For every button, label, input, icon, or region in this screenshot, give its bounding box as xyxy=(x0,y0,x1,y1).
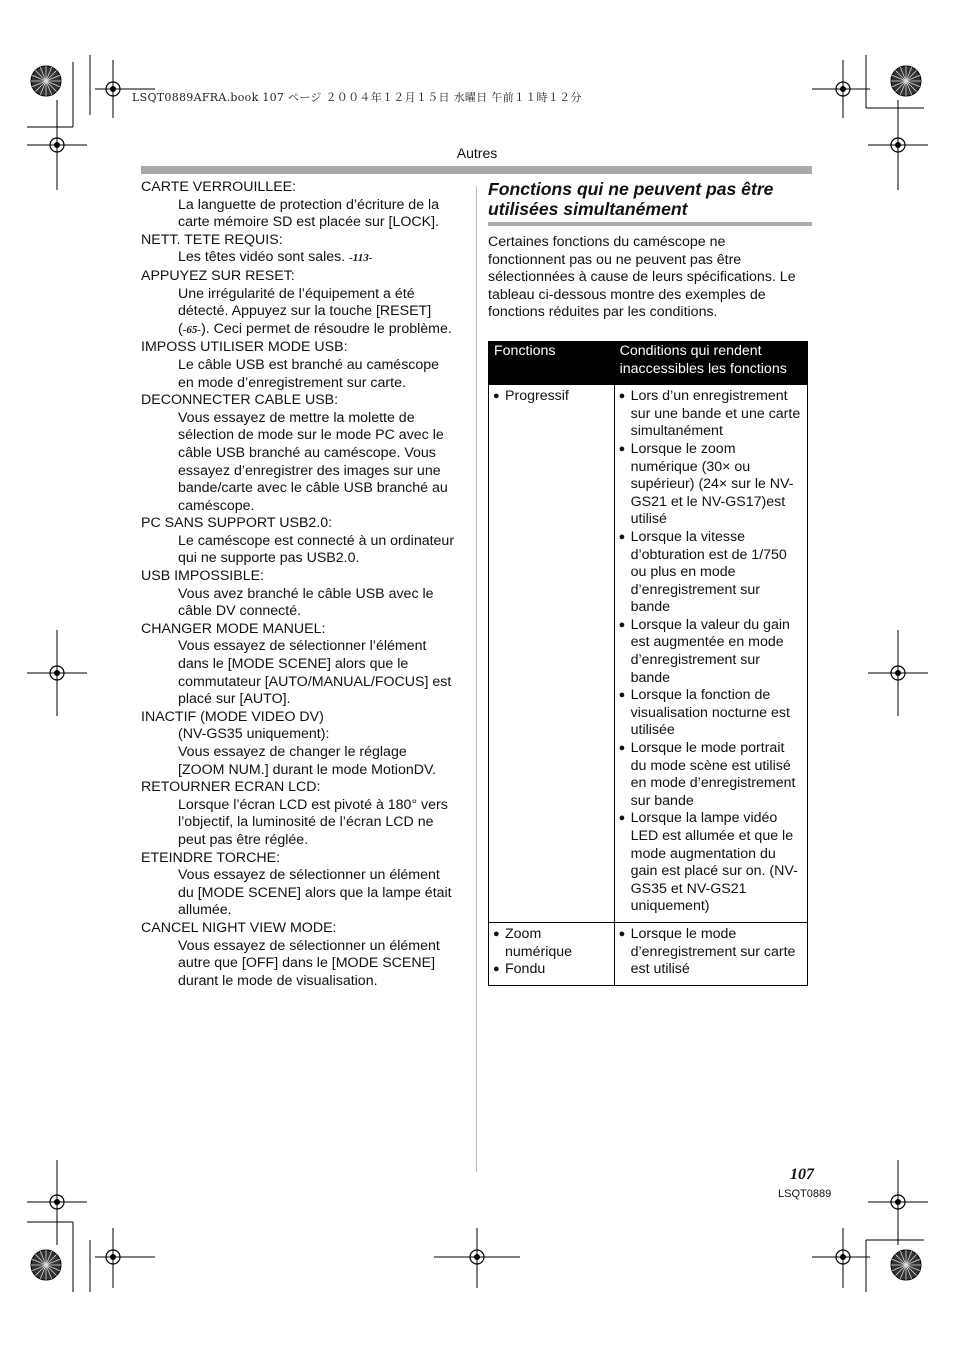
list-item: ● Lorsque la valeur du gain est augmentée en mode d’enregistrement sur bande xyxy=(619,617,803,687)
reg-burst-bottom-left xyxy=(31,1250,61,1280)
message-title: CANCEL NIGHT VIEW MODE: xyxy=(141,919,337,936)
message-item: CHANGER MODE MANUEL: Vous essayez de sélectionner l’élément dans le [MODE SCENE] alors que le commutateur [AUTO/MANUAL/FOCUS] est placé sur [AUTO]. xyxy=(141,621,471,709)
reg-burst-bottom-right xyxy=(891,1250,921,1280)
message-list xyxy=(141,179,471,990)
file-header: LSQT0889AFRA.book 107 ページ ２００４年１２月１５日 水曜日 午前１１時１２分 xyxy=(132,91,582,104)
message-item: PC SANS SUPPORT USB2.0: Le caméscope est connecté à un ordinateur qui ne supporte pas USB2.0. xyxy=(141,515,471,568)
page-number: 107 xyxy=(790,1166,814,1183)
message-item: NETT. TETE REQUIS: Les têtes vidéo sont sales. -113- xyxy=(141,232,471,268)
list-item: ● Lors d’un enregistrement sur une bande et une carte simultanément xyxy=(619,388,803,441)
list-item: ● Lorsque le mode d’enregistrement sur carte est utilisé xyxy=(619,926,803,979)
list-item: ● Fondu xyxy=(493,961,610,979)
message-title: CARTE VERROUILLEE: xyxy=(141,179,297,195)
message-title: RETOURNER ECRAN LCD: xyxy=(141,779,321,796)
list-item: ● Lorsque le mode portrait du mode scène est utilisé en mode d’enregistrement sur bande xyxy=(619,740,803,810)
message-title: CHANGER MODE MANUEL: xyxy=(141,620,326,637)
document-code: LSQT0889 xyxy=(778,1188,832,1200)
column-header-conditions: Conditions qui rendent inaccessibles les fonctions xyxy=(614,341,807,384)
column-header-functions: Fonctions xyxy=(489,341,615,384)
message-item: INACTIF (MODE VIDEO DV) (NV-GS35 uniquement): Vous essayez de changer le réglage [ZOOM NUM.] durant le mode MotionDV. xyxy=(141,709,471,779)
message-title: ETEINDRE TORCHE: xyxy=(141,849,281,866)
message-title: INACTIF (MODE VIDEO DV) xyxy=(141,708,324,725)
list-item: ● Lorsque la vitesse d’obturation est de 1/750 ou plus en mode d’enregistrement sur bande xyxy=(619,529,803,617)
list-item: ● Lorsque la fonction de visualisation nocturne est utilisée xyxy=(619,687,803,740)
table-row xyxy=(489,385,808,923)
message-title: IMPOSS UTILISER MODE USB: xyxy=(141,339,348,356)
right-column xyxy=(488,179,812,986)
reg-burst-top-left xyxy=(31,66,61,96)
list-item: ● Lorsque le zoom numérique (30× ou supérieur) (24× sur le NV-GS21 et le NV-GS17)est utilisé xyxy=(619,441,803,529)
table-row xyxy=(489,922,808,985)
message-title: USB IMPOSSIBLE: xyxy=(141,568,264,585)
message-item: APPUYEZ SUR RESET: Une irrégularité de l’équipement a été détecté. Appuyez sur la touche [RESET] (-65-). Ceci permet de résoudre le problème. xyxy=(141,268,471,339)
column-divider xyxy=(476,186,477,1172)
message-item: IMPOSS UTILISER MODE USB: Le câble USB est branché au caméscope en mode d’enregistrement sur carte. xyxy=(141,339,471,392)
section-label: Autres xyxy=(456,145,498,161)
page-ref: -113- xyxy=(349,252,373,265)
heading-rule xyxy=(488,222,812,226)
message-title: DECONNECTER CABLE USB: xyxy=(141,392,339,409)
functions-table xyxy=(488,341,808,986)
list-item: ● Zoom numérique xyxy=(493,926,610,961)
message-item: CARTE VERROUILLEE: La languette de protection d’écriture de la carte mémoire SD est placée sur [LOCK]. xyxy=(141,179,471,232)
list-item: ● Progressif xyxy=(493,388,610,406)
section-heading: Fonctions qui ne peuvent pas être utilisées simultanément xyxy=(488,179,774,219)
message-item: ETEINDRE TORCHE: Vous essayez de sélectionner un élément du [MODE SCENE] alors que la lampe était allumée. xyxy=(141,850,471,920)
reg-burst-top-right xyxy=(891,66,921,96)
top-rule xyxy=(141,166,812,174)
message-item: CANCEL NIGHT VIEW MODE: Vous essayez de sélectionner un élément autre que [OFF] dans le [MODE SCENE] durant le mode de visualisation. xyxy=(141,920,471,990)
page-ref: -65- xyxy=(182,323,202,336)
intro-paragraph: Certaines fonctions du caméscope ne fonctionnent pas ou ne peuvent pas être sélectionnées à cause de leurs spécifications. Le tableau ci-dessous montre des exemples de fonctions réduites par les conditions. xyxy=(488,234,796,321)
message-title: NETT. TETE REQUIS: xyxy=(141,231,283,248)
list-item: ● Lorsque la lampe vidéo LED est allumée et que le mode augmentation du gain est placé sur on. (NV-GS35 et NV-GS21 uniquement) xyxy=(619,810,803,916)
message-item: RETOURNER ECRAN LCD: Lorsque l’écran LCD est pivoté à 180° vers l’objectif, la luminosité de l’écran LCD ne peut pas être réglée. xyxy=(141,779,471,849)
message-title: PC SANS SUPPORT USB2.0: xyxy=(141,515,333,532)
message-title: APPUYEZ SUR RESET: xyxy=(141,267,295,284)
message-item: USB IMPOSSIBLE: Vous avez branché le câble USB avec le câble DV connecté. xyxy=(141,568,471,621)
message-item: DECONNECTER CABLE USB: Vous essayez de mettre la molette de sélection de mode sur le mode PC avec le câble USB branché au caméscope. Vous essayez d’enregistrer des images sur une bande/carte avec le câble USB branché au caméscope. xyxy=(141,392,471,515)
table-header-row xyxy=(489,341,808,384)
